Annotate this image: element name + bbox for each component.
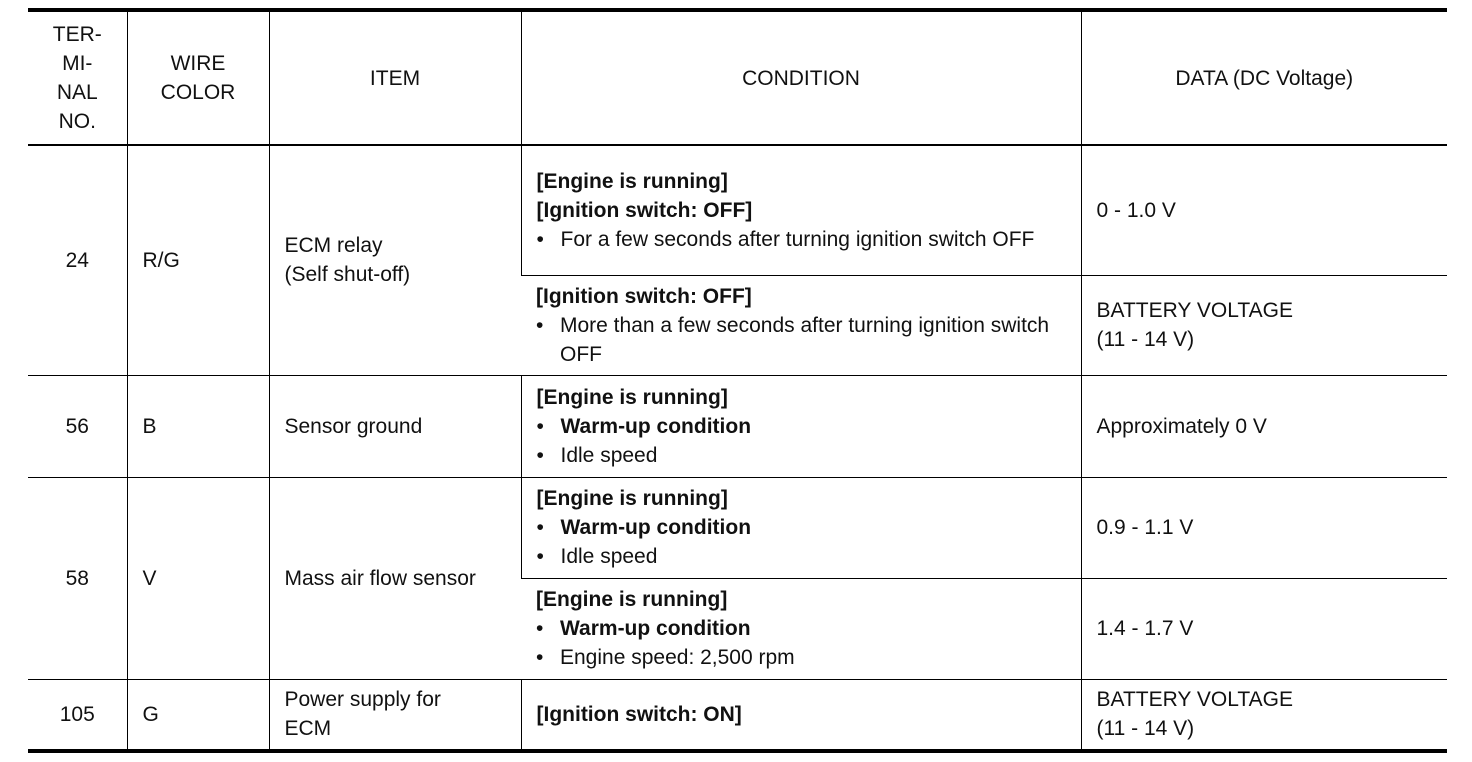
condition-cell (521, 275, 1081, 375)
data-value: BATTERY VOLTAGE (1096, 688, 1293, 712)
table-row (28, 477, 1447, 578)
data-value: Approximately 0 V (1096, 414, 1267, 438)
terminal-number: 56 (28, 375, 127, 477)
item-cell (269, 375, 521, 477)
data-value: (11 - 14 V) (1096, 717, 1195, 741)
data-value: (11 - 14 V) (1096, 328, 1195, 351)
data-value: 0.9 - 1.1 V (1096, 516, 1194, 539)
condition-header: [Engine is running] (536, 487, 728, 510)
bullet-icon: • (536, 516, 544, 539)
condition-header: [Engine is running] (536, 169, 728, 193)
item-cell (269, 145, 521, 375)
item-text: ECM relay (284, 234, 383, 258)
header-terminal: TER- MI- NAL NO. (28, 10, 127, 145)
condition-header: [Ignition switch: OFF] (536, 198, 753, 222)
item-text: (Self shut-off) (284, 263, 411, 287)
condition-bullet: • Engine speed: 2,500 rpm (536, 643, 1066, 672)
condition-cell (521, 375, 1081, 477)
table-row (28, 375, 1447, 477)
table-row (28, 145, 1447, 275)
bullet-icon: • (536, 646, 544, 669)
header-condition: CONDITION (521, 10, 1081, 145)
bullet-icon: • (536, 313, 544, 337)
condition-header: [Ignition switch: ON] (536, 702, 742, 726)
bullet-icon: • (536, 227, 544, 251)
wire-color: B (127, 375, 269, 477)
data-cell (1081, 145, 1447, 275)
condition-header: [Ignition switch: OFF] (536, 284, 752, 308)
data-value: 0 - 1.0 V (1096, 198, 1176, 222)
wire-color: V (127, 477, 269, 679)
data-cell (1081, 578, 1447, 679)
condition-bullet: • Idle speed (537, 441, 1066, 470)
data-cell (1081, 275, 1447, 375)
bullet-icon: • (536, 443, 544, 467)
condition-cell (521, 679, 1081, 751)
data-value: 1.4 - 1.7 V (1096, 617, 1194, 640)
wire-color: R/G (127, 145, 269, 375)
table-row (28, 679, 1447, 751)
header-data: DATA (DC Voltage) (1081, 10, 1447, 145)
condition-header: [Engine is running] (536, 588, 728, 611)
wire-color: G (127, 679, 269, 751)
ecm-terminal-table (28, 8, 1447, 753)
item-text: Sensor ground (284, 414, 423, 438)
condition-bullet: • For a few seconds after turning ignition switch OFF (537, 225, 1066, 254)
terminal-number: 24 (28, 145, 127, 375)
header-wire-color: WIRE COLOR (127, 10, 269, 145)
condition-bullet: • Warm-up condition (537, 513, 1066, 542)
item-text: Power supply for (284, 688, 441, 712)
condition-cell (521, 477, 1081, 578)
item-text: ECM (284, 717, 332, 741)
condition-bullet: • More than a few seconds after turning ignition switch OFF (536, 311, 1066, 369)
condition-header: [Engine is running] (536, 385, 728, 409)
item-cell (269, 679, 521, 751)
condition-cell (521, 145, 1081, 275)
item-cell (269, 477, 521, 679)
bullet-icon: • (536, 414, 544, 438)
data-cell (1081, 375, 1447, 477)
condition-bullet: • Warm-up condition (536, 614, 1066, 643)
data-cell (1081, 679, 1447, 751)
bullet-icon: • (536, 617, 544, 640)
header-item: ITEM (269, 10, 521, 145)
header-row (28, 10, 1447, 145)
terminal-number: 58 (28, 477, 127, 679)
bullet-icon: • (536, 545, 544, 568)
condition-cell (521, 578, 1081, 679)
item-text: Mass air flow sensor (284, 566, 476, 590)
condition-bullet: • Warm-up condition (537, 412, 1066, 441)
data-value: BATTERY VOLTAGE (1096, 299, 1293, 322)
condition-bullet: • Idle speed (537, 542, 1066, 571)
data-cell (1081, 477, 1447, 578)
terminal-number: 105 (28, 679, 127, 751)
